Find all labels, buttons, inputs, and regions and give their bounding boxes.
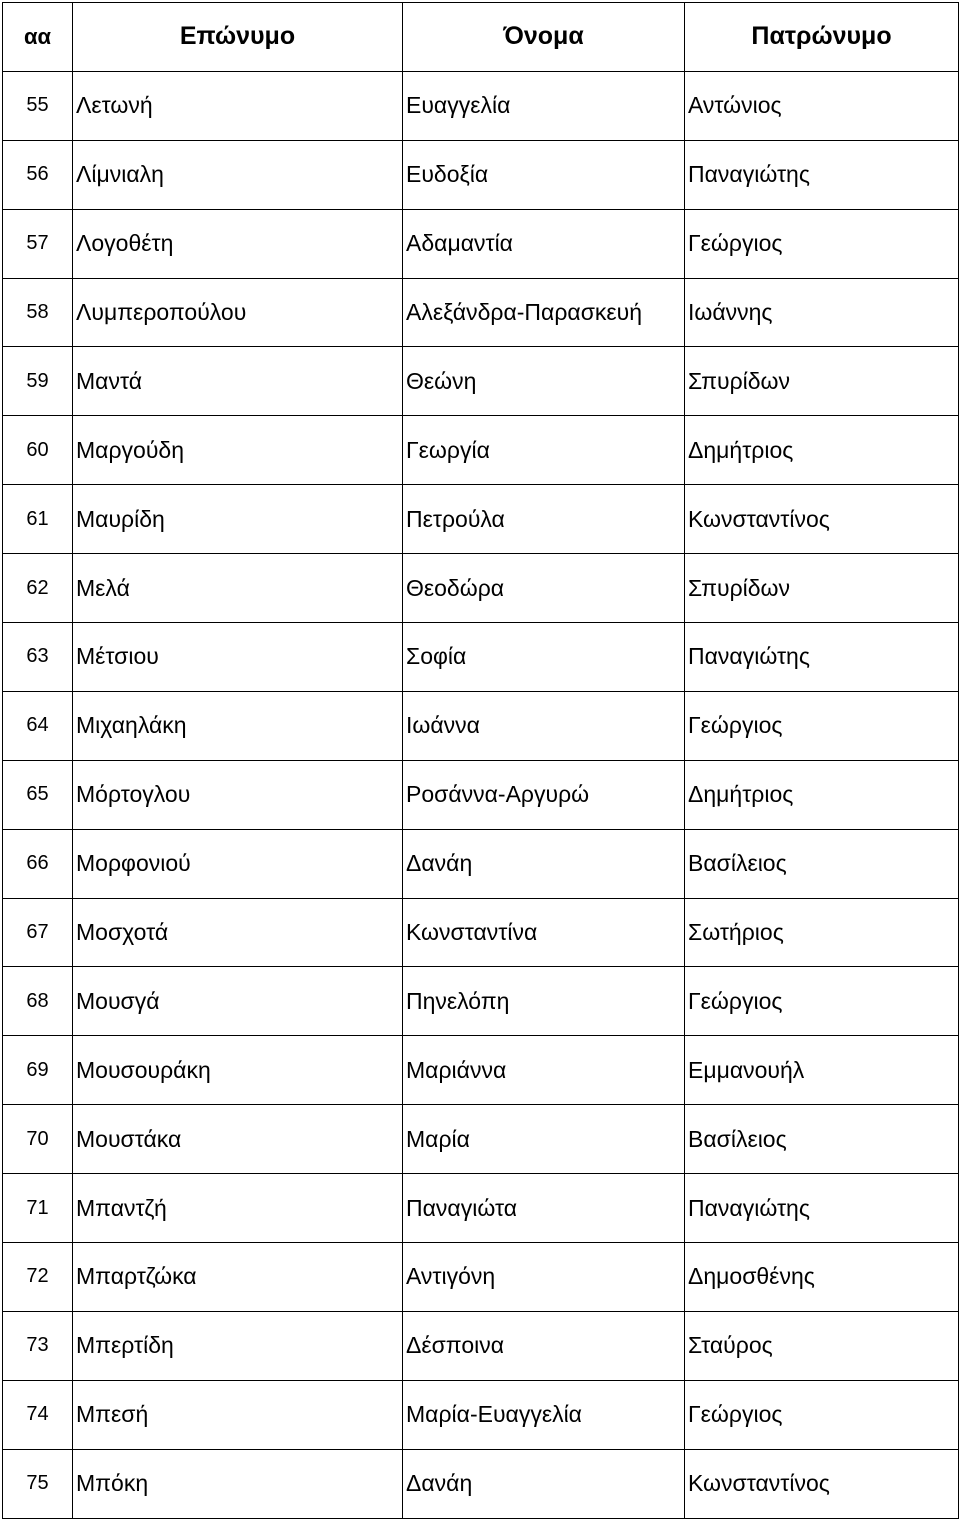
cell-surname: Μπόκη	[73, 1449, 403, 1518]
cell-name: Αλεξάνδρα-Παρασκευή	[403, 278, 685, 347]
cell-surname: Μουσουράκη	[73, 1036, 403, 1105]
cell-aa: 72	[3, 1243, 73, 1312]
cell-father: Δημήτριος	[685, 416, 959, 485]
cell-surname: Μουστάκα	[73, 1105, 403, 1174]
cell-surname: Μελά	[73, 554, 403, 623]
cell-aa: 56	[3, 140, 73, 209]
header-father: Πατρώνυμο	[685, 3, 959, 72]
cell-father: Γεώργιος	[685, 1380, 959, 1449]
cell-surname: Μορφονιού	[73, 829, 403, 898]
cell-aa: 69	[3, 1036, 73, 1105]
roster-body	[3, 71, 959, 1518]
cell-name: Θεώνη	[403, 347, 685, 416]
cell-aa: 70	[3, 1105, 73, 1174]
cell-father: Σταύρος	[685, 1311, 959, 1380]
table-row	[3, 554, 959, 623]
cell-aa: 62	[3, 554, 73, 623]
cell-father: Δημοσθένης	[685, 1243, 959, 1312]
cell-surname: Μιχαηλάκη	[73, 691, 403, 760]
cell-surname: Μοσχοτά	[73, 898, 403, 967]
header-name: Όνομα	[403, 3, 685, 72]
cell-surname: Μπεσή	[73, 1380, 403, 1449]
cell-father: Κωνσταντίνος	[685, 1449, 959, 1518]
cell-name: Αδαμαντία	[403, 209, 685, 278]
roster-table	[2, 2, 959, 1519]
cell-name: Ροσάννα-Αργυρώ	[403, 760, 685, 829]
cell-aa: 73	[3, 1311, 73, 1380]
cell-surname: Λυμπεροπούλου	[73, 278, 403, 347]
cell-surname: Λίμνιαλη	[73, 140, 403, 209]
table-row	[3, 967, 959, 1036]
cell-father: Δημήτριος	[685, 760, 959, 829]
header-surname: Επώνυμο	[73, 3, 403, 72]
table-row	[3, 898, 959, 967]
cell-name: Δανάη	[403, 1449, 685, 1518]
cell-aa: 57	[3, 209, 73, 278]
cell-father: Παναγιώτης	[685, 1174, 959, 1243]
cell-surname: Μαργούδη	[73, 416, 403, 485]
cell-aa: 71	[3, 1174, 73, 1243]
cell-name: Πετρούλα	[403, 485, 685, 554]
cell-father: Ιωάννης	[685, 278, 959, 347]
cell-surname: Μέτσιου	[73, 623, 403, 692]
cell-father: Παναγιώτης	[685, 623, 959, 692]
table-row	[3, 1243, 959, 1312]
table-row	[3, 1105, 959, 1174]
table-row	[3, 71, 959, 140]
cell-father: Βασίλειος	[685, 829, 959, 898]
cell-surname: Λογοθέτη	[73, 209, 403, 278]
cell-father: Γεώργιος	[685, 209, 959, 278]
table-row	[3, 829, 959, 898]
header-aa: αα	[3, 3, 73, 72]
table-row	[3, 1449, 959, 1518]
cell-surname: Μαυρίδη	[73, 485, 403, 554]
cell-surname: Λετωνή	[73, 71, 403, 140]
table-row	[3, 485, 959, 554]
cell-aa: 67	[3, 898, 73, 967]
table-row	[3, 1380, 959, 1449]
cell-name: Δανάη	[403, 829, 685, 898]
cell-surname: Μπαντζή	[73, 1174, 403, 1243]
table-row	[3, 1311, 959, 1380]
cell-aa: 75	[3, 1449, 73, 1518]
cell-father: Βασίλειος	[685, 1105, 959, 1174]
table-row	[3, 416, 959, 485]
table-row	[3, 760, 959, 829]
cell-name: Μαρία	[403, 1105, 685, 1174]
table-row	[3, 209, 959, 278]
table-row	[3, 140, 959, 209]
cell-father: Σπυρίδων	[685, 554, 959, 623]
cell-aa: 66	[3, 829, 73, 898]
table-row	[3, 691, 959, 760]
cell-aa: 60	[3, 416, 73, 485]
cell-name: Ευαγγελία	[403, 71, 685, 140]
cell-name: Γεωργία	[403, 416, 685, 485]
cell-father: Γεώργιος	[685, 691, 959, 760]
cell-name: Αντιγόνη	[403, 1243, 685, 1312]
cell-father: Αντώνιος	[685, 71, 959, 140]
cell-aa: 74	[3, 1380, 73, 1449]
table-row	[3, 347, 959, 416]
cell-father: Σπυρίδων	[685, 347, 959, 416]
cell-father: Παναγιώτης	[685, 140, 959, 209]
cell-surname: Μπαρτζώκα	[73, 1243, 403, 1312]
cell-name: Σοφία	[403, 623, 685, 692]
cell-aa: 55	[3, 71, 73, 140]
cell-name: Θεοδώρα	[403, 554, 685, 623]
cell-surname: Μουσγά	[73, 967, 403, 1036]
cell-father: Εμμανουήλ	[685, 1036, 959, 1105]
cell-name: Μαριάννα	[403, 1036, 685, 1105]
cell-name: Ιωάννα	[403, 691, 685, 760]
table-row	[3, 1174, 959, 1243]
cell-aa: 58	[3, 278, 73, 347]
cell-aa: 68	[3, 967, 73, 1036]
cell-name: Μαρία-Ευαγγελία	[403, 1380, 685, 1449]
cell-name: Πηνελόπη	[403, 967, 685, 1036]
cell-surname: Μόρτογλου	[73, 760, 403, 829]
cell-surname: Μπερτίδη	[73, 1311, 403, 1380]
cell-aa: 64	[3, 691, 73, 760]
cell-name: Ευδοξία	[403, 140, 685, 209]
cell-aa: 59	[3, 347, 73, 416]
cell-name: Κωνσταντίνα	[403, 898, 685, 967]
header-row	[3, 3, 959, 72]
cell-aa: 63	[3, 623, 73, 692]
cell-surname: Μαντά	[73, 347, 403, 416]
cell-father: Γεώργιος	[685, 967, 959, 1036]
cell-father: Σωτήριος	[685, 898, 959, 967]
cell-aa: 61	[3, 485, 73, 554]
cell-father: Κωνσταντίνος	[685, 485, 959, 554]
cell-name: Δέσποινα	[403, 1311, 685, 1380]
cell-name: Παναγιώτα	[403, 1174, 685, 1243]
table-row	[3, 278, 959, 347]
cell-aa: 65	[3, 760, 73, 829]
table-row	[3, 623, 959, 692]
table-row	[3, 1036, 959, 1105]
